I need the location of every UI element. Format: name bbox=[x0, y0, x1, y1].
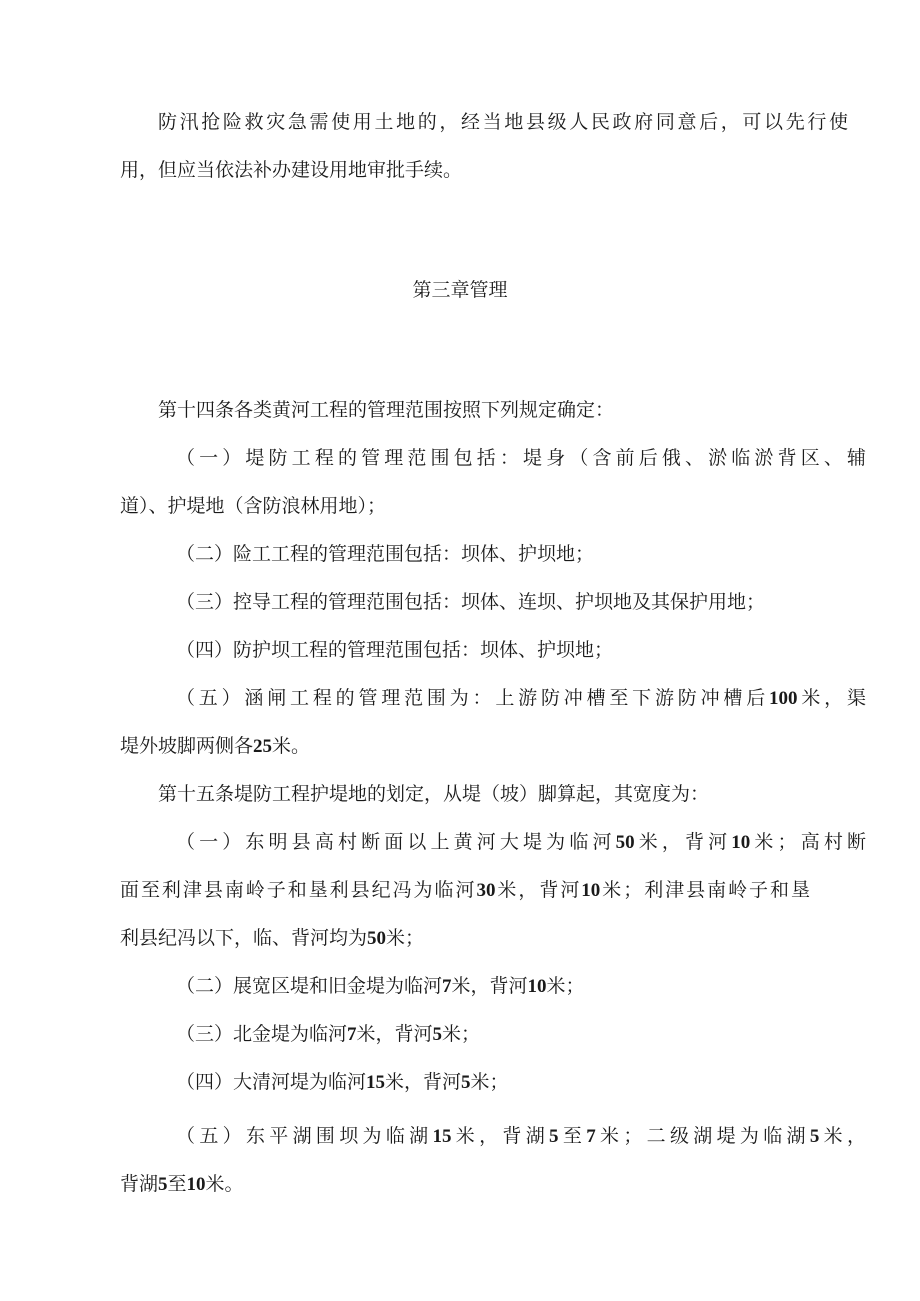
paragraph-emergency-line-1 bbox=[120, 110, 848, 134]
text: 米； bbox=[470, 1071, 509, 1093]
number: 7 bbox=[347, 1024, 357, 1045]
number: 5 bbox=[158, 1174, 168, 1195]
text: 米； bbox=[546, 975, 585, 997]
text: 米。 bbox=[272, 735, 311, 757]
text: 利县纪冯以下，临、背河均为 bbox=[120, 927, 368, 949]
text: 米，背河 bbox=[385, 1071, 462, 1093]
article-14-item-1-line-2 bbox=[120, 494, 810, 518]
text: 米；二级湖堤为临湖 bbox=[595, 1125, 810, 1147]
number: 50 bbox=[367, 928, 387, 949]
chapter-title bbox=[0, 278, 920, 302]
text: 米； bbox=[386, 927, 425, 949]
text: 米；利津县南岭子和垦 bbox=[600, 879, 810, 901]
text: 米， bbox=[819, 1125, 866, 1147]
text: 用，但应当依法补办建设用地审批手续。 bbox=[120, 159, 463, 181]
article-15-heading bbox=[120, 782, 848, 806]
number: 5 bbox=[809, 1126, 820, 1147]
text: 米，背河 bbox=[634, 831, 732, 853]
number: 15 bbox=[366, 1072, 386, 1093]
paragraph-emergency-line-2 bbox=[120, 158, 810, 182]
number: 25 bbox=[253, 736, 273, 757]
text: 防汛抢险救灾急需使用土地的，经当地县级人民政府同意后，可以先行使 bbox=[158, 111, 848, 133]
number: 7 bbox=[586, 1126, 596, 1147]
text: （三）北金堤为临河 bbox=[176, 1023, 348, 1045]
number: 50 bbox=[615, 832, 635, 853]
article-15-item-1-line-1 bbox=[120, 830, 866, 855]
text: 米。 bbox=[205, 1173, 244, 1195]
text: 背湖 bbox=[120, 1173, 159, 1195]
text: （二）展宽区堤和旧金堤为临河 bbox=[176, 975, 443, 997]
text: 第十五条堤防工程护堤地的划定，从堤（坡）脚算起，其宽度为： bbox=[158, 783, 710, 805]
number: 30 bbox=[476, 880, 496, 901]
text: （四）大清河堤为临河 bbox=[176, 1071, 367, 1093]
article-14-heading bbox=[120, 398, 848, 422]
article-14-item-5-line-1 bbox=[120, 686, 866, 711]
number: 10 bbox=[527, 976, 547, 997]
article-15-item-5-line-2 bbox=[120, 1172, 810, 1197]
article-15-item-3 bbox=[120, 1022, 866, 1047]
number: 100 bbox=[769, 688, 798, 709]
text: 米； bbox=[442, 1023, 481, 1045]
number: 10 bbox=[581, 880, 601, 901]
number: 7 bbox=[442, 976, 452, 997]
article-14-item-5-line-2 bbox=[120, 734, 810, 759]
text: （四）防护坝工程的管理范围包括：坝体、护坝地； bbox=[176, 639, 614, 661]
text: 米，背河 bbox=[451, 975, 528, 997]
number: 15 bbox=[432, 1126, 452, 1147]
text: 米，背湖 bbox=[451, 1125, 550, 1147]
text: （一）堤防工程的管理范围包括：堤身（含前后俄、淤临淤背区、辅 bbox=[176, 447, 866, 469]
text: （一）东明县高村断面以上黄河大堤为临河 bbox=[176, 831, 616, 853]
article-14-item-4 bbox=[120, 638, 866, 662]
text: 至 bbox=[558, 1125, 587, 1147]
article-15-item-1-line-2 bbox=[120, 878, 810, 903]
text: （二）险工工程的管理范围包括：坝体、护坝地； bbox=[176, 543, 595, 565]
text: （三）控导工程的管理范围包括：坝体、连坝、护坝地及其保护用地； bbox=[176, 591, 766, 613]
text: 第十四条各类黄河工程的管理范围按照下列规定确定： bbox=[158, 399, 615, 421]
article-15-item-1-line-3 bbox=[120, 926, 810, 951]
number: 5 bbox=[432, 1024, 443, 1045]
chapter-title-text: 第三章管理 bbox=[412, 279, 508, 301]
number: 5 bbox=[461, 1072, 471, 1093]
text: 米，渠 bbox=[797, 687, 866, 709]
text: 米，背河 bbox=[495, 879, 582, 901]
text: 米，背河 bbox=[356, 1023, 433, 1045]
text: 面至利津县南岭子和垦利县纪冯为临河 bbox=[120, 879, 477, 901]
text: 米；高村断 bbox=[750, 831, 866, 853]
article-14-item-2 bbox=[120, 542, 866, 566]
number: 10 bbox=[186, 1174, 206, 1195]
number: 10 bbox=[731, 832, 751, 853]
text: 至 bbox=[167, 1173, 187, 1195]
text: 道）、护堤地（含防浪林用地）； bbox=[120, 495, 387, 517]
number: 5 bbox=[549, 1126, 559, 1147]
text: 堤外坡脚两侧各 bbox=[120, 735, 254, 757]
text: （五）东平湖围坝为临湖 bbox=[176, 1125, 433, 1147]
text: （五）涵闸工程的管理范围为：上游防冲槽至下游防冲槽后 bbox=[176, 687, 770, 709]
article-14-item-3 bbox=[120, 590, 866, 614]
article-15-item-5-line-1 bbox=[120, 1124, 866, 1149]
article-15-item-4 bbox=[120, 1070, 866, 1095]
article-14-item-1-line-1 bbox=[120, 446, 866, 470]
article-15-item-2 bbox=[120, 974, 866, 999]
